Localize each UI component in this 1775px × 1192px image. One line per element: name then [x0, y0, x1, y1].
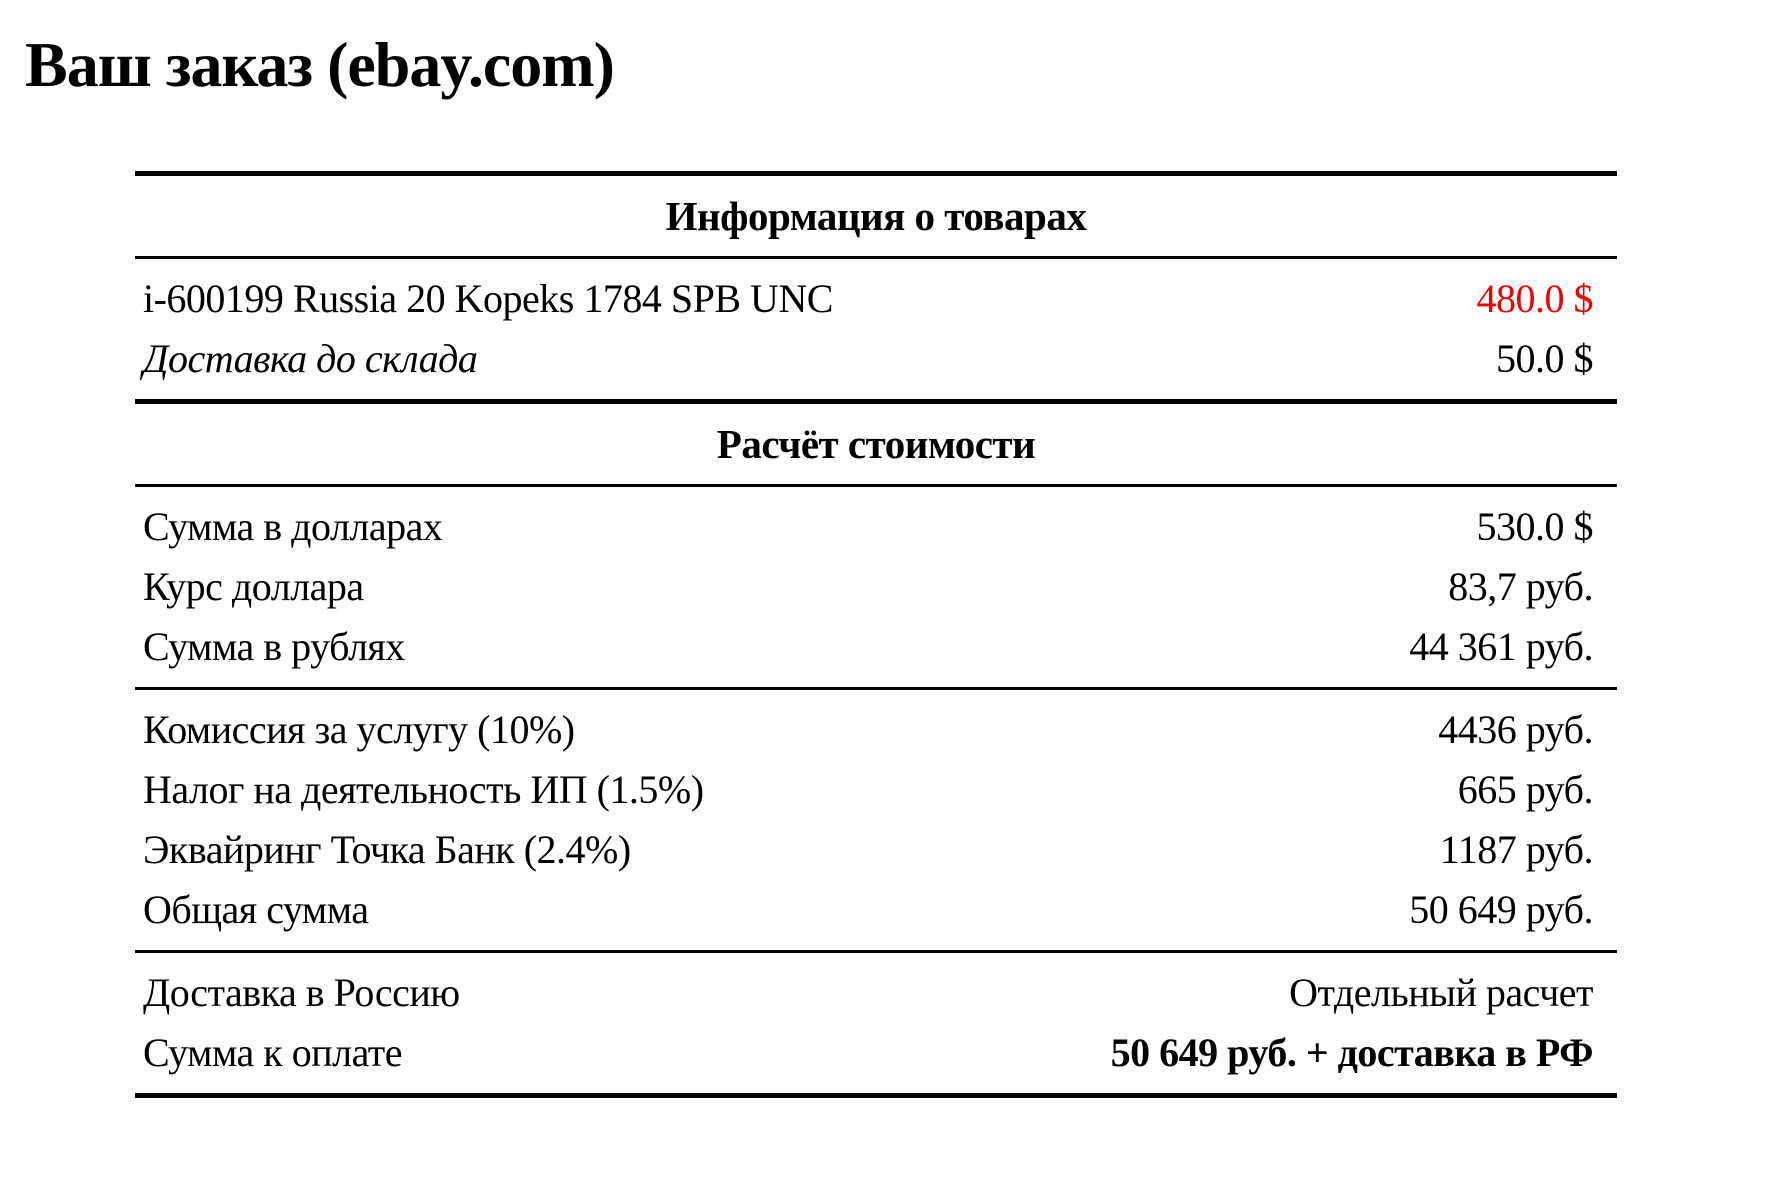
table-row-tax — [135, 760, 1617, 820]
table-row-acquiring — [135, 820, 1617, 880]
section-header-items: Информация о товарах — [665, 193, 1087, 239]
row-value: 4436 руб. — [1438, 707, 1593, 752]
row-value: 665 руб. — [1457, 767, 1593, 812]
row-label: Сумма к оплате — [143, 1030, 403, 1075]
table-row-service-fee — [135, 700, 1617, 760]
order-summary-table — [135, 171, 1617, 1098]
row-value: 44 361 руб. — [1409, 624, 1593, 669]
section-header-calculation: Расчёт стоимости — [716, 421, 1036, 467]
items-group — [135, 259, 1617, 399]
row-label: Комиссия за услугу (10%) — [143, 707, 575, 752]
item-price: 480.0 $ — [1476, 276, 1593, 321]
row-value: 50.0 $ — [1496, 336, 1593, 381]
table-row-warehouse-delivery — [135, 329, 1617, 389]
item-name: i-600199 Russia 20 Kopeks 1784 SPB UNC — [143, 276, 833, 321]
row-label: Эквайринг Точка Банк (2.4%) — [143, 827, 631, 872]
table-row-sum-dollars — [135, 497, 1617, 557]
amount-due-value: 50 649 руб. + доставка в РФ — [1110, 1030, 1593, 1075]
calc-group-final — [135, 953, 1617, 1093]
bottom-rule — [135, 1093, 1617, 1098]
row-label: Сумма в рублях — [143, 624, 405, 669]
row-value: 1187 руб. — [1439, 827, 1593, 872]
calc-group-fees — [135, 690, 1617, 950]
row-value: Отдельный расчет — [1289, 970, 1593, 1015]
row-label: Курс доллара — [143, 564, 364, 609]
table-row-total-sum — [135, 880, 1617, 940]
table-row-russia-delivery — [135, 963, 1617, 1023]
row-label: Доставка до склада — [143, 336, 478, 381]
row-value: 50 649 руб. — [1409, 887, 1593, 932]
row-value: 83,7 руб. — [1448, 564, 1593, 609]
row-label: Сумма в долларах — [143, 504, 443, 549]
page-title: Ваш заказ (ebay.com) — [25, 29, 614, 100]
row-label: Налог на деятельность ИП (1.5%) — [143, 767, 704, 812]
table-row-item — [135, 269, 1617, 329]
table-row-dollar-rate — [135, 557, 1617, 617]
row-value: 530.0 $ — [1476, 504, 1593, 549]
table-row-amount-due — [135, 1023, 1617, 1083]
row-label: Доставка в Россию — [143, 970, 460, 1015]
table-row-sum-rubles — [135, 617, 1617, 677]
row-label: Общая сумма — [143, 887, 369, 932]
calc-group-amounts — [135, 487, 1617, 687]
